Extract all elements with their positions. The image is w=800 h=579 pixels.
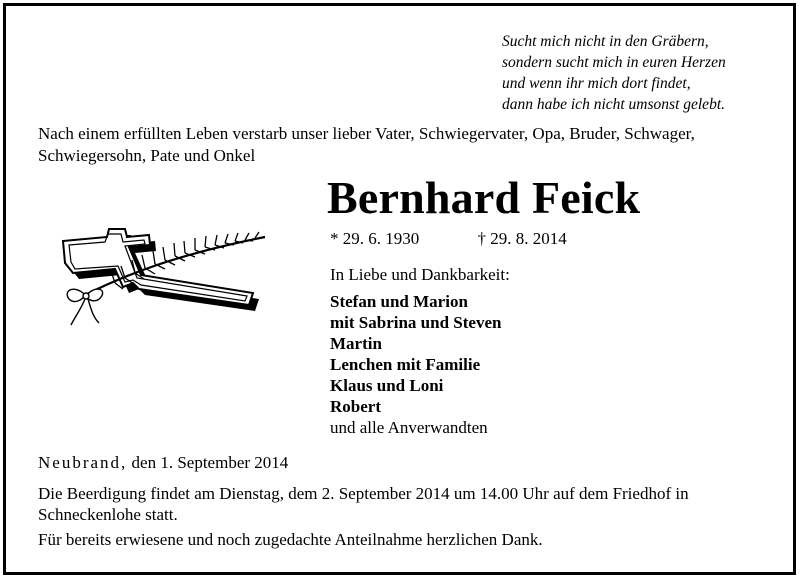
mourner: Klaus und Loni [330, 376, 444, 395]
poem [502, 31, 726, 115]
poem-line: dann habe ich nicht umsonst gelebt. [502, 96, 725, 113]
birth-date: * 29. 6. 1930 [330, 229, 420, 248]
thanks-line: Für bereits erwiesene und noch zugedachte Anteilnahme herzlichen Dank. [38, 530, 543, 549]
mourner: Robert [330, 397, 381, 416]
mourner: mit Sabrina und Steven [330, 313, 502, 332]
poem-line: Sucht mich nicht in den Gräbern, [502, 33, 709, 50]
love-line: In Liebe und Dankbarkeit: [330, 265, 510, 284]
mourners-list [330, 291, 501, 438]
poem-line: sondern sucht mich in euren Herzen [502, 54, 726, 71]
funeral-info: Die Beerdigung findet am Dienstag, dem 2. September 2014 um 14.00 Uhr auf dem Friedhof in Schneckenlohe statt. [38, 484, 689, 524]
deceased-name: Bernhard Feick [327, 172, 641, 223]
place-city: Neubrand, [38, 453, 128, 472]
relatives-line: und alle Anverwandten [330, 418, 488, 437]
life-dates [330, 228, 567, 250]
place-date [38, 452, 288, 474]
mourner: Stefan und Marion [330, 292, 468, 311]
mourner: Lenchen mit Familie [330, 355, 481, 374]
death-date: † 29. 8. 2014 [477, 229, 567, 248]
poem-line: und wenn ihr mich dort findet, [502, 75, 691, 92]
mourner: Martin [330, 334, 382, 353]
intro-text: Nach einem erfüllten Leben verstarb unser lieber Vater, Schwiegervater, Opa, Bruder, Schwager, Schwiegersohn, Pate und Onkel [38, 124, 695, 165]
place-date-text: den 1. September 2014 [131, 453, 289, 472]
cross-with-palm-branch-icon [55, 225, 275, 330]
